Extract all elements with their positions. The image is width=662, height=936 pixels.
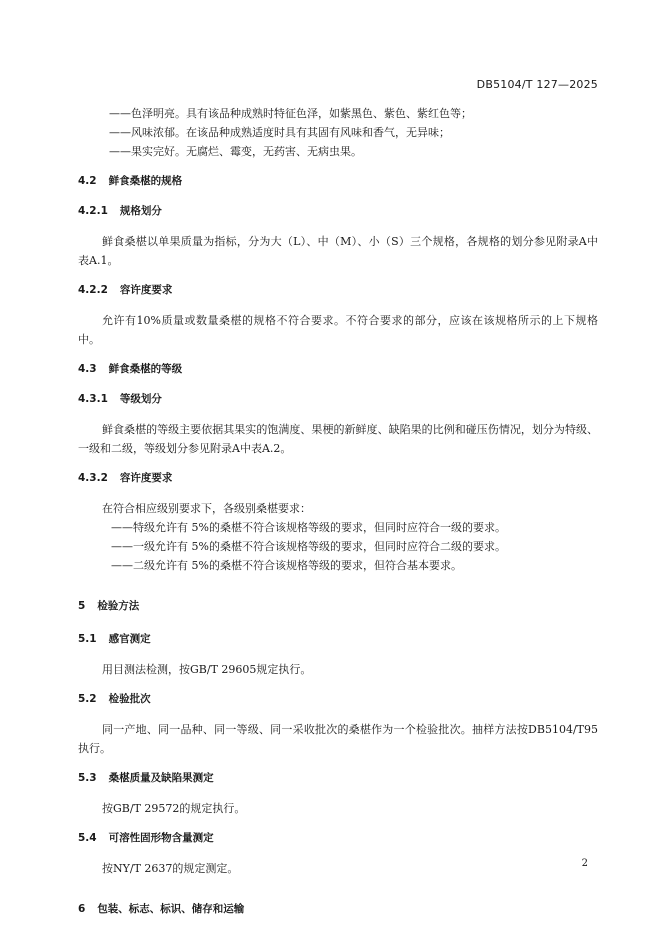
section-4-2-heading xyxy=(78,172,598,191)
paragraph-5-2: 同一产地、同一品种、同一等级、同一采收批次的桑椹作为一个检验批次。抽样方法按DB5104/T95执行。 xyxy=(78,723,598,755)
section-5-1-heading xyxy=(78,630,598,649)
section-number: 5.3 xyxy=(78,772,97,784)
section-6-heading xyxy=(78,900,598,919)
tolerance-item-first: ——一级允许有 5%的桑椹不符合该规格等级的要求，但同时应符合二级的要求。 xyxy=(111,540,506,553)
section-number: 4.2.1 xyxy=(78,205,108,217)
paragraph-5-3: 按GB/T 29572的规定执行。 xyxy=(102,802,246,815)
section-number: 5.2 xyxy=(78,693,97,705)
section-number: 4.2.2 xyxy=(78,284,108,296)
section-title: 检验批次 xyxy=(108,693,151,705)
section-4-3-heading xyxy=(78,360,598,379)
section-number: 6 xyxy=(78,903,86,915)
section-title: 包装、标志、标识、储存和运输 xyxy=(97,903,245,915)
section-number: 4.3.1 xyxy=(78,393,108,405)
section-title: 桑椹质量及缺陷果测定 xyxy=(108,772,214,784)
section-title: 鲜食桑椹的规格 xyxy=(108,175,183,187)
section-5-2-heading xyxy=(78,690,598,709)
tolerance-item-special: ——特级允许有 5%的桑椹不符合该规格等级的要求，但同时应符合一级的要求。 xyxy=(111,521,506,534)
section-title: 可溶性固形物含量测定 xyxy=(108,832,214,844)
document-body xyxy=(78,104,598,919)
paragraph-5-4: 按NY/T 2637的规定测定。 xyxy=(102,862,239,875)
section-4-3-1-heading xyxy=(78,390,598,409)
intro-item-fruit: ——果实完好。无腐烂、霉变，无药害、无病虫果。 xyxy=(109,145,362,158)
document-code: DB5104/T 127—2025 xyxy=(476,78,598,91)
section-title: 检验方法 xyxy=(97,600,140,612)
paragraph-4-2-1: 鲜食桑椹以单果质量为指标，分为大（L）、中（M）、小（S）三个规格，各规格的划分参见附录A中表A.1。 xyxy=(78,235,598,267)
section-number: 5.4 xyxy=(78,832,97,844)
section-number: 4.2 xyxy=(78,175,97,187)
section-title: 容许度要求 xyxy=(119,284,173,296)
paragraph-4-3-1: 鲜食桑椹的等级主要依据其果实的饱满度、果梗的新鲜度、缺陷果的比例和碰压伤情况，划分为特级、一级和二级，等级划分参见附录A中表A.2。 xyxy=(78,423,598,455)
section-4-2-2-heading xyxy=(78,281,598,300)
section-5-heading xyxy=(78,597,598,616)
section-5-3-heading xyxy=(78,769,598,788)
section-5-4-heading xyxy=(78,829,598,848)
section-title: 鲜食桑椹的等级 xyxy=(108,363,183,375)
section-title: 容许度要求 xyxy=(119,472,173,484)
intro-item-color: ——色泽明亮。具有该品种成熟时特征色泽，如紫黑色、紫色、紫红色等； xyxy=(109,107,472,120)
section-4-2-1-heading xyxy=(78,202,598,221)
paragraph-5-1: 用目测法检测，按GB/T 29605规定执行。 xyxy=(102,663,312,676)
section-number: 5 xyxy=(78,600,86,612)
tolerance-item-second: ——二级允许有 5%的桑椹不符合该规格等级的要求，但符合基本要求。 xyxy=(111,559,462,572)
paragraph-4-2-2: 允许有10%质量或数量桑椹的规格不符合要求。不符合要求的部分，应该在该规格所示的上下规格中。 xyxy=(78,314,598,346)
section-number: 4.3 xyxy=(78,363,97,375)
section-title: 规格划分 xyxy=(119,205,162,217)
page-number: 2 xyxy=(581,858,588,869)
section-number: 4.3.2 xyxy=(78,472,108,484)
intro-item-flavor: ——风味浓郁。在该品种成熟适度时具有其固有风味和香气，无异味； xyxy=(109,126,450,139)
section-number: 5.1 xyxy=(78,633,97,645)
section-title: 感官测定 xyxy=(108,633,151,645)
section-title: 等级划分 xyxy=(119,393,162,405)
section-4-3-2-heading xyxy=(78,469,598,488)
paragraph-4-3-2: 在符合相应级别要求下，各级别桑椹要求： xyxy=(102,502,311,515)
